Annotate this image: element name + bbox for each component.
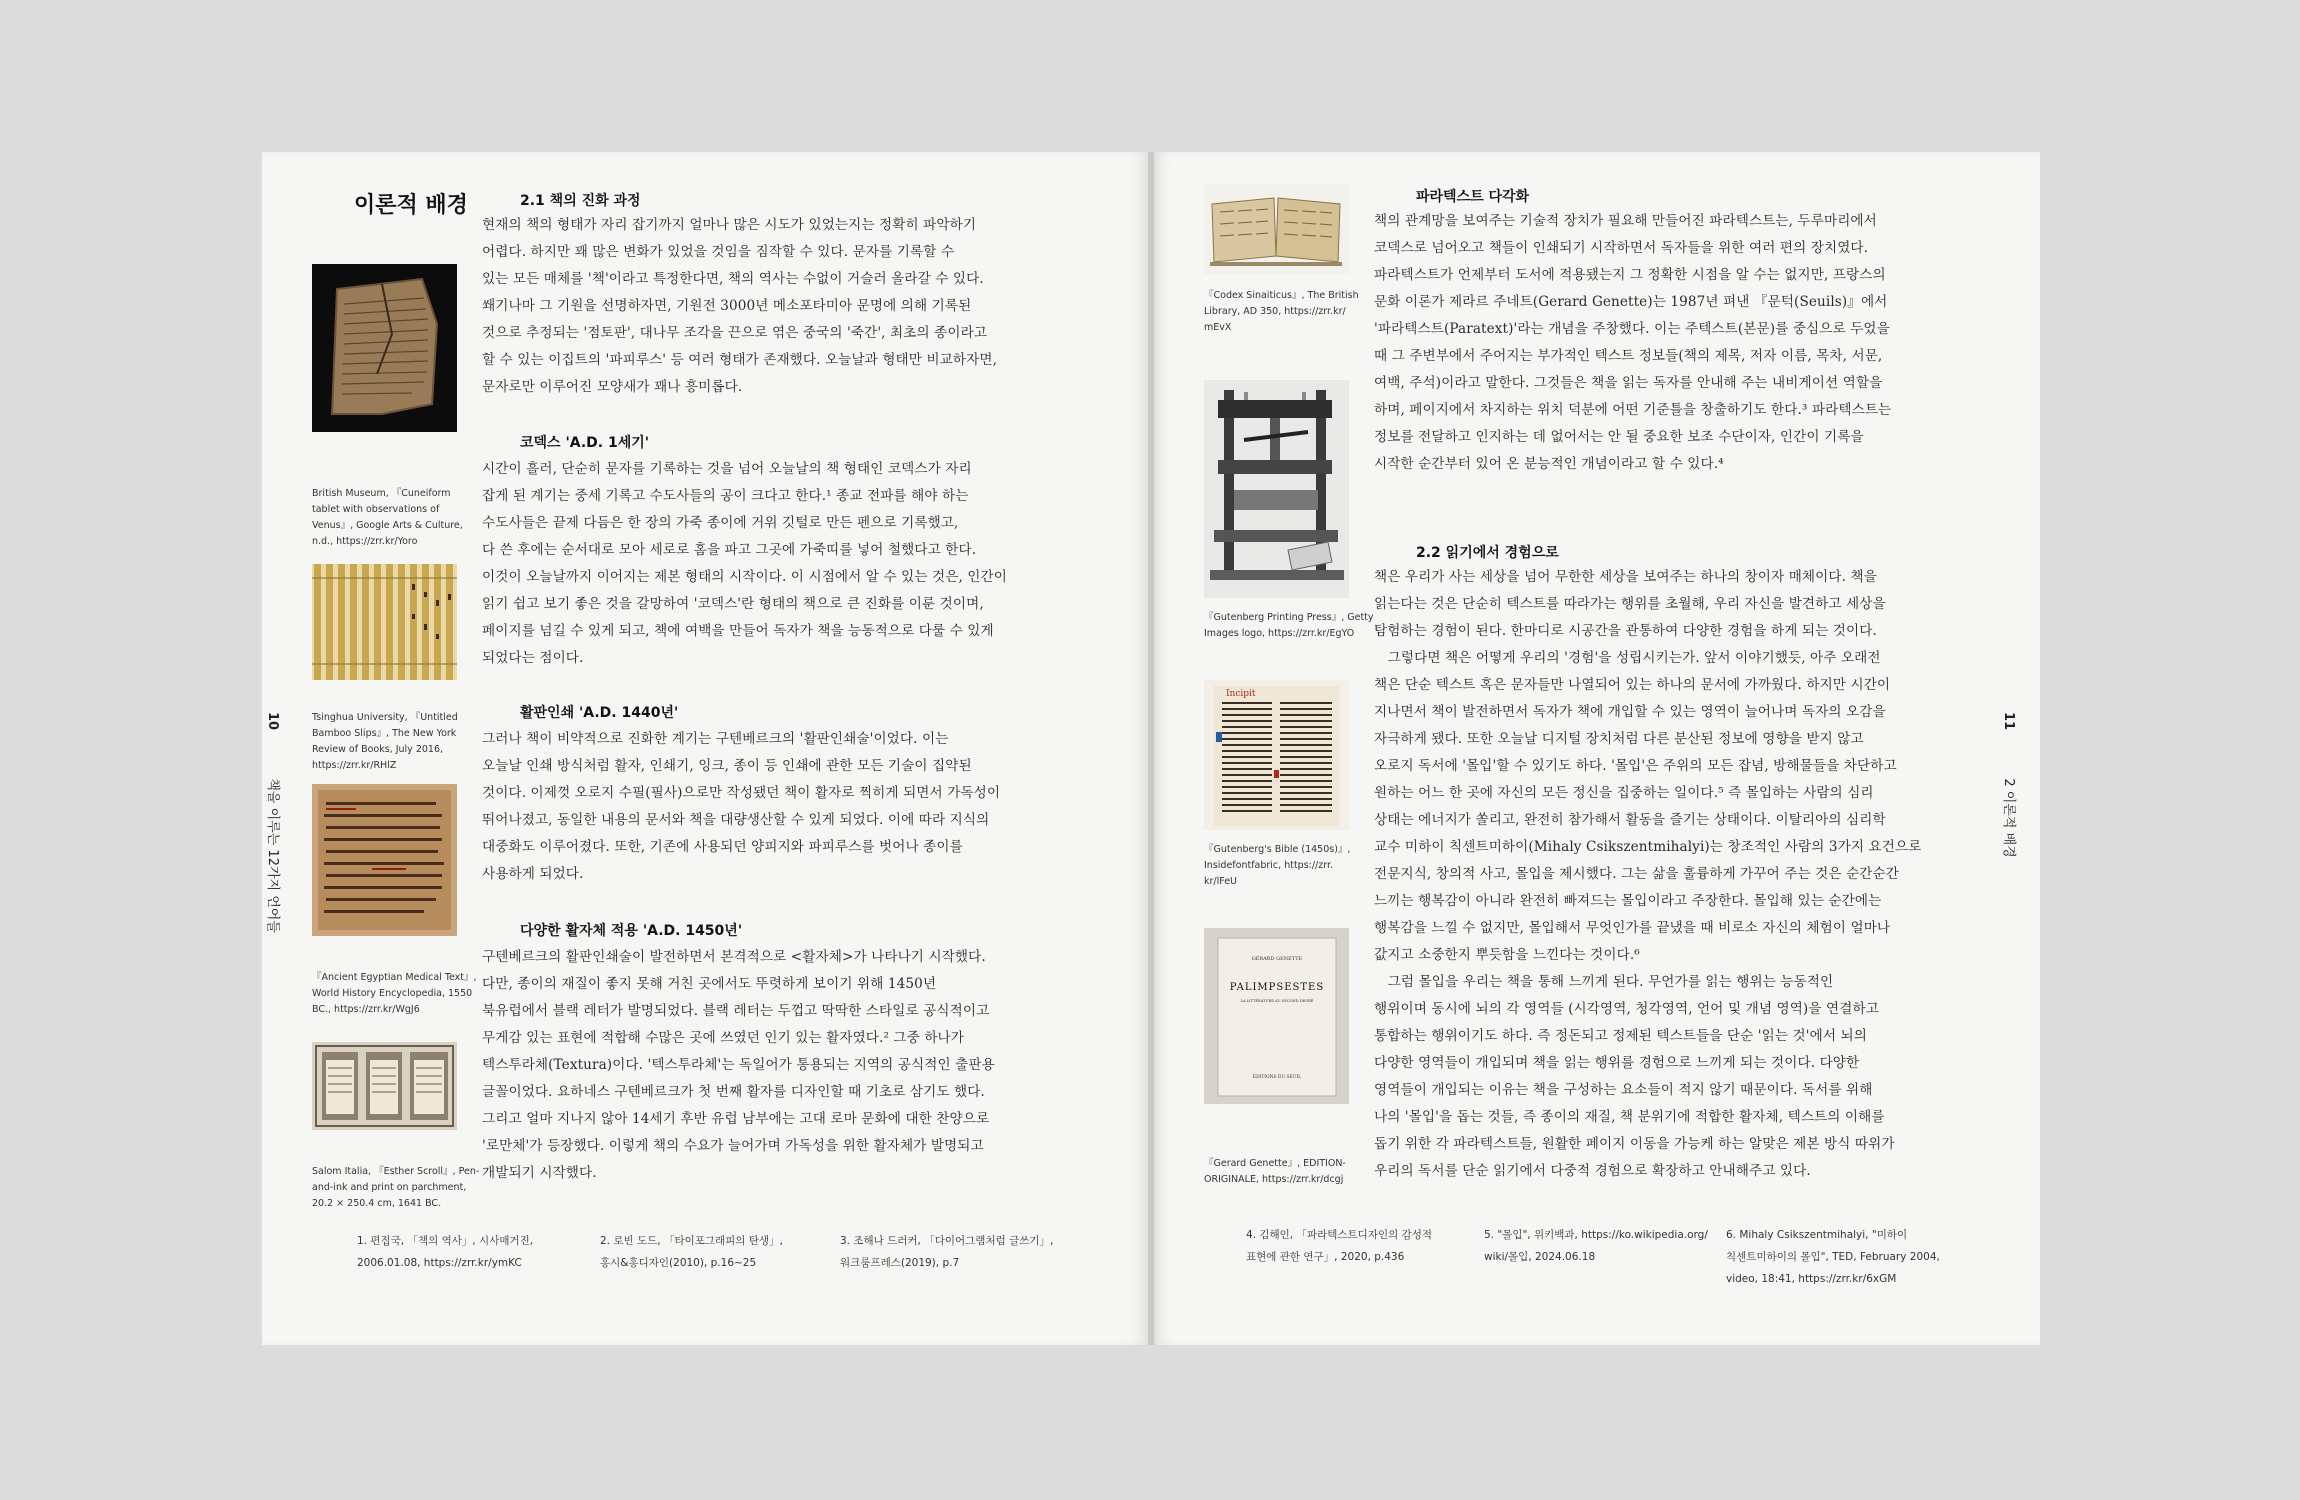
side-label-right (2001, 712, 2020, 858)
paragraph-codex: 시간이 흘러, 단순히 문자를 기록하는 것을 넘어 오늘날의 책 형태인 코덱스가 자리 잡게 된 계기는 중세 기록고 수도사들의 공이 크다고 한다.¹ 종교 전파를 해야 하는 수도사들은 끝제 다듬은 한 장의 가죽 종이에 거위 깃털로 만든 펜으로 기록했고, 다 쓴 후에는 순서대로 모아 세로로 홈을 파고 그곳에 가죽띠를 넣어 철했다고 한다. 이것이 오늘날까지 이어지는 제본 형태의 시작이다. 이 시점에서 알 수 있는 것은, 인간이 읽기 쉽고 보기 좋은 것을 갈망하여 '코덱스'란 형태의 책으로 큰 진화를 이룬 것이며, 페이지를 넘길 수 있게 되고, 책에 여백을 만들어 독자가 책을 능동적으로 다룰 수 있게 되었다는 점이다. (482, 461, 1007, 666)
cuneiform-tablet-image (312, 264, 457, 432)
heading-codex: 코덱스 'A.D. 1세기' (520, 435, 650, 451)
esther-scroll-image (312, 1042, 457, 1130)
book-author: GÉRARD GENETTE (1251, 956, 1303, 962)
caption-gutenberg-press: 『Gutenberg Printing Press』, Getty Images logo, https://zrr.kr/EgYO (1204, 612, 1374, 639)
footnote-5: 5. "몰입", 위키백과, https://ko.wikipedia.org/ wiki/몰입, 2024.06.18 (1484, 1229, 1708, 1263)
genette-book-image (1204, 928, 1349, 1104)
footnote-2: 2. 로빈 도드, 「타이포그래피의 탄생」, 홍시&홍디자인(2010), p.16~25 (600, 1235, 783, 1269)
caption-gutenberg-bible: 『Gutenberg's Bible (1450s)』, Insidefontfabric, https://zrr. kr/lFeU (1204, 844, 1351, 887)
section-label: 2 이론적 배경 (2001, 778, 2016, 858)
heading-paratext: 파라텍스트 다각화 (1416, 189, 1530, 205)
paragraph-reading-experience: 책은 우리가 사는 세상을 넘어 무한한 세상을 보여주는 하나의 창이자 매체이다. 책을 읽는다는 것은 단순히 텍스트를 따라가는 행위를 초월해, 우리 자신을 발견하고 세상을 탐험하는 경험이 된다. 한마디로 시공간을 관통하여 다양한 경험을 하게 되는 것이다. 그렇다면 책은 어떻게 우리의 '경험'을 성립시키는가. 앞서 이야기했듯, 아주 오래전 책은 단순 텍스트 혹은 문자들만 나열되어 있는 하나의 문서에 가까웠다. 하지만 시간이 지나면서 책이 발전하면서 독자가 책에 개입할 수 있는 영역이 늘어나며 독자의 오감을 자극하게 됐다. 또한 오늘날 디지털 장치처럼 다른 분산된 정보에 영향을 받지 않고 오로지 독서에 '몰입'할 수 있기도 하다. '몰입'은 주위의 모든 잡념, 방해물들을 차단하고 원하는 어느 한 곳에 자신의 모든 정신을 집중하는 일이다.⁵ 즉 몰입하는 사람의 심리 상태는 에너지가 쏠리고, 완전히 참가해서 활동을 즐기는 상태이다. 이탈리아의 심리학 교수 미하이 칙센트미하이(Mihaly Csikszentmihalyi)는 창조적인 사람의 3가지 요건으로 전문지식, 창의적 사고, 몰입을 제시했다. 그는 삶을 훌륭하게 가꾸어 주는 것은 순간순간 느끼는 행복감이 아니라 완전히 빠져드는 몰입이라고 주장한다. 몰입해 있는 순간에는 행복감을 느낄 수 없지만, 몰입해서 무엇인가를 끝냈을 때 비로소 자신의 체험이 얼마나 값지고 소중한지 뿌듯함을 느낀다는 것이다.⁶ 그럼 몰입을 우리는 책을 통해 느끼게 된다. 무언가를 읽는 행위는 능동적인 행위이며 동시에 뇌의 각 영역들 (시각영역, 청각영역, 언어 및 개념 영역)을 연결하고 통합하는 행위이기도 하다. 즉 정돈되고 정제된 텍스트들을 단순 '읽는 것'에서 뇌의 다양한 영역들이 개입되며 책을 읽는 행위를 경험으로 느끼게 되는 것이다. 다양한 영역들이 개입되는 이유는 책을 구성하는 요소들이 적지 않기 때문이다. 독서를 위해 나의 '몰입'을 돕는 것들, 즉 종이의 재질, 책 분위기에 적합한 활자체, 텍스트의 이해를 돕기 위한 각 파라텍스트들, 원활한 페이지 이동을 가능케 하는 알맞은 제본 방식 따위가 우리의 독서를 단순 읽기에서 다중적 경험으로 확장하고 안내해주고 있다. (1374, 569, 1922, 1179)
side-label-left (265, 712, 284, 933)
gutenberg-press-image (1204, 380, 1349, 598)
caption-genette: 『Gerard Genette』, EDITION- ORIGINALE, https://zrr.kr/dcgj (1204, 1158, 1346, 1185)
paragraph-evolution: 현재의 책의 형태가 자리 잡기까지 얼마나 많은 시도가 있었는지는 정확히 파악하기 어렵다. 하지만 꽤 많은 변화가 있었을 것임을 짐작할 수 있다. 문자를 기록할 수 있는 모든 매체를 '책'이라고 특정한다면, 책의 역사는 수없이 거슬러 올라갈 수 있다. 쐐기나마 그 기원을 선명하자면, 기원전 3000년 메소포타미아 문명에 의해 기록된 것으로 추정되는 '점토판', 대나무 조각을 끈으로 엮은 중국의 '죽간', 최초의 종이라고 할 수 있는 이집트의 '파피루스' 등 여러 형태가 존재했다. 오늘날과 형태만 비교하자면, 문자로만 이루어진 모양새가 꽤나 흥미롭다. (482, 217, 998, 395)
heading-evolution: 2.1 책의 진화 과정 (520, 193, 641, 209)
section-title: 이론적 배경 (354, 193, 468, 218)
bamboo-slips-image (312, 564, 457, 680)
caption-esther: Salom Italia, 『Esther Scroll』, Pen- and-ink and print on parchment, 20.2 × 250.4 cm, 1641 BC. (312, 1166, 480, 1209)
paragraph-typefaces: 구텐베르크의 활판인쇄술이 발전하면서 본격적으로 <활자체>가 나타나기 시작했다. 다만, 종이의 재질이 좋지 못해 거친 곳에서도 뚜렷하게 보이기 위해 1450년 북유럽에서 블랙 레터가 발명되었다. 블랙 레터는 두껍고 딱딱한 스타일로 공식적이고 무게감 있는 표현에 적합해 수많은 곳에 쓰였던 인기 있는 활자였다.² 그중 하나가 텍스투라체(Textura)이다. '텍스투라체'는 독일어가 통용되는 지역의 공식적인 출판용 글꼴이었다. 요하네스 구텐베르크가 첫 번째 활자를 디자인할 때 기초로 삼기도 했다. 그리고 얼마 지나지 않아 14세기 후반 유럽 남부에는 고대 로마 문화에 대한 찬양으로 '로만체'가 등장했다. 이렇게 책의 수요가 늘어가며 가독성을 위한 활자체가 발명되고 개발되기 시작했다. (482, 949, 995, 1181)
right-page (1154, 152, 2040, 1345)
heading-reading-experience: 2.2 읽기에서 경험으로 (1416, 545, 1559, 561)
caption-codex-sinaiticus: 『Codex Sinaiticus』, The British Library, AD 350, https://zrr.kr/ mEvX (1204, 290, 1359, 333)
codex-sinaiticus-image (1204, 184, 1349, 274)
page-number: 11 (2001, 712, 2016, 731)
footnote-4: 4. 김해인, 「파라텍스트디자인의 감성적 표현에 관한 연구」, 2020, p.436 (1246, 1229, 1433, 1263)
bible-incipit: Incipit (1226, 689, 1256, 699)
book-spread (262, 152, 2040, 1345)
book-title-label: 책을 이루는 12가지 언어들 (265, 778, 280, 933)
book-title: PALIMPSESTES (1229, 982, 1325, 993)
left-page (262, 152, 1148, 1345)
footnote-1: 1. 편집국, 「책의 역사」, 시사매거진, 2006.01.08, https://zrr.kr/ymKC (357, 1235, 534, 1269)
heading-typefaces: 다양한 활자체 적용 'A.D. 1450년' (520, 923, 743, 939)
paragraph-letterpress: 그러나 책이 비약적으로 진화한 계기는 구텐베르크의 '활판인쇄술'이었다. 이는 오늘날 인쇄 방식처럼 활자, 인쇄기, 잉크, 종이 등 인쇄에 관한 모든 기술이 집약된 것이다. 이제껏 오로지 수필(필사)으로만 작성됐던 책이 활자로 찍히게 되면서 가독성이 뛰어나졌고, 동일한 내용의 문서와 책을 대량생산할 수 있게 되었다. 이에 따라 지식의 대중화도 이루어졌다. 또한, 기존에 사용되던 양피지와 파피루스를 벗어나 종이를 사용하게 되었다. (482, 731, 1001, 882)
heading-letterpress: 활판인쇄 'A.D. 1440년' (520, 705, 679, 721)
paragraph-paratext: 책의 관계망을 보여주는 기술적 장치가 필요해 만들어진 파라텍스트는, 두루마리에서 코덱스로 넘어오고 책들이 인쇄되기 시작하면서 독자들을 위한 여러 편의 장치였다. 파라텍스트가 언제부터 도서에 적용됐는지 그 정확한 시점을 알 수는 없지만, 프랑스의 문화 이론가 제라르 주네트(Gerard Genette)는 1987년 펴낸 『문턱(Seuils)』에서 '파라텍스트(Paratext)'라는 개념을 주창했다. 이는 주텍스트(본문)를 중심으로 두었을 때 그 주변부에서 주어지는 부가적인 텍스트 정보들(책의 제목, 저자 이름, 목차, 서문, 여백, 주석)이라고 말한다. 그것들은 책을 읽는 독자를 안내해 주는 내비게이션 역할을 하며, 페이지에서 차지하는 위치 덕분에 어떤 기준틀을 창출하기도 한다.³ 파라텍스트는 정보를 전달하고 인지하는 데 없어서는 안 될 중요한 보조 수단이자, 인간이 기록을 시작한 순간부터 있어 온 분능적인 개념이라고 할 수 있다.⁴ (1374, 213, 1892, 472)
egyptian-medical-text-image (312, 784, 457, 936)
footnote-3: 3. 조해나 드러커, 「다이어그램처럼 글쓰기」, 워크룸프레스(2019), p.7 (840, 1235, 1054, 1269)
caption-cuneiform: British Museum, 『Cuneiform tablet with observations of Venus』, Google Arts & Culture, n.d., https://zrr.kr/Yoro (312, 488, 463, 547)
footnote-6: 6. Mihaly Csikszentmihalyi, "미하이 칙센트미하이의 몰입", TED, February 2004, video, 18:41, https://zrr.kr/6xGM (1726, 1229, 1940, 1285)
caption-bamboo: Tsinghua University, 『Untitled Bamboo Slips』, The New York Review of Books, July 2016, https://zrr.kr/RHlZ (312, 712, 458, 771)
gutenberg-bible-image (1204, 680, 1349, 830)
book-publisher: ÉDITIONS DU SEUIL (1252, 1075, 1302, 1080)
caption-egyptian: 『Ancient Egyptian Medical Text』, World History Encyclopedia, 1550 BC., https://zrr.kr/WgJ6 (312, 972, 477, 1015)
page-number: 10 (265, 712, 280, 731)
book-subtitle: LA LITTÉRATURE AU SECOND DEGRÉ (1240, 999, 1314, 1003)
